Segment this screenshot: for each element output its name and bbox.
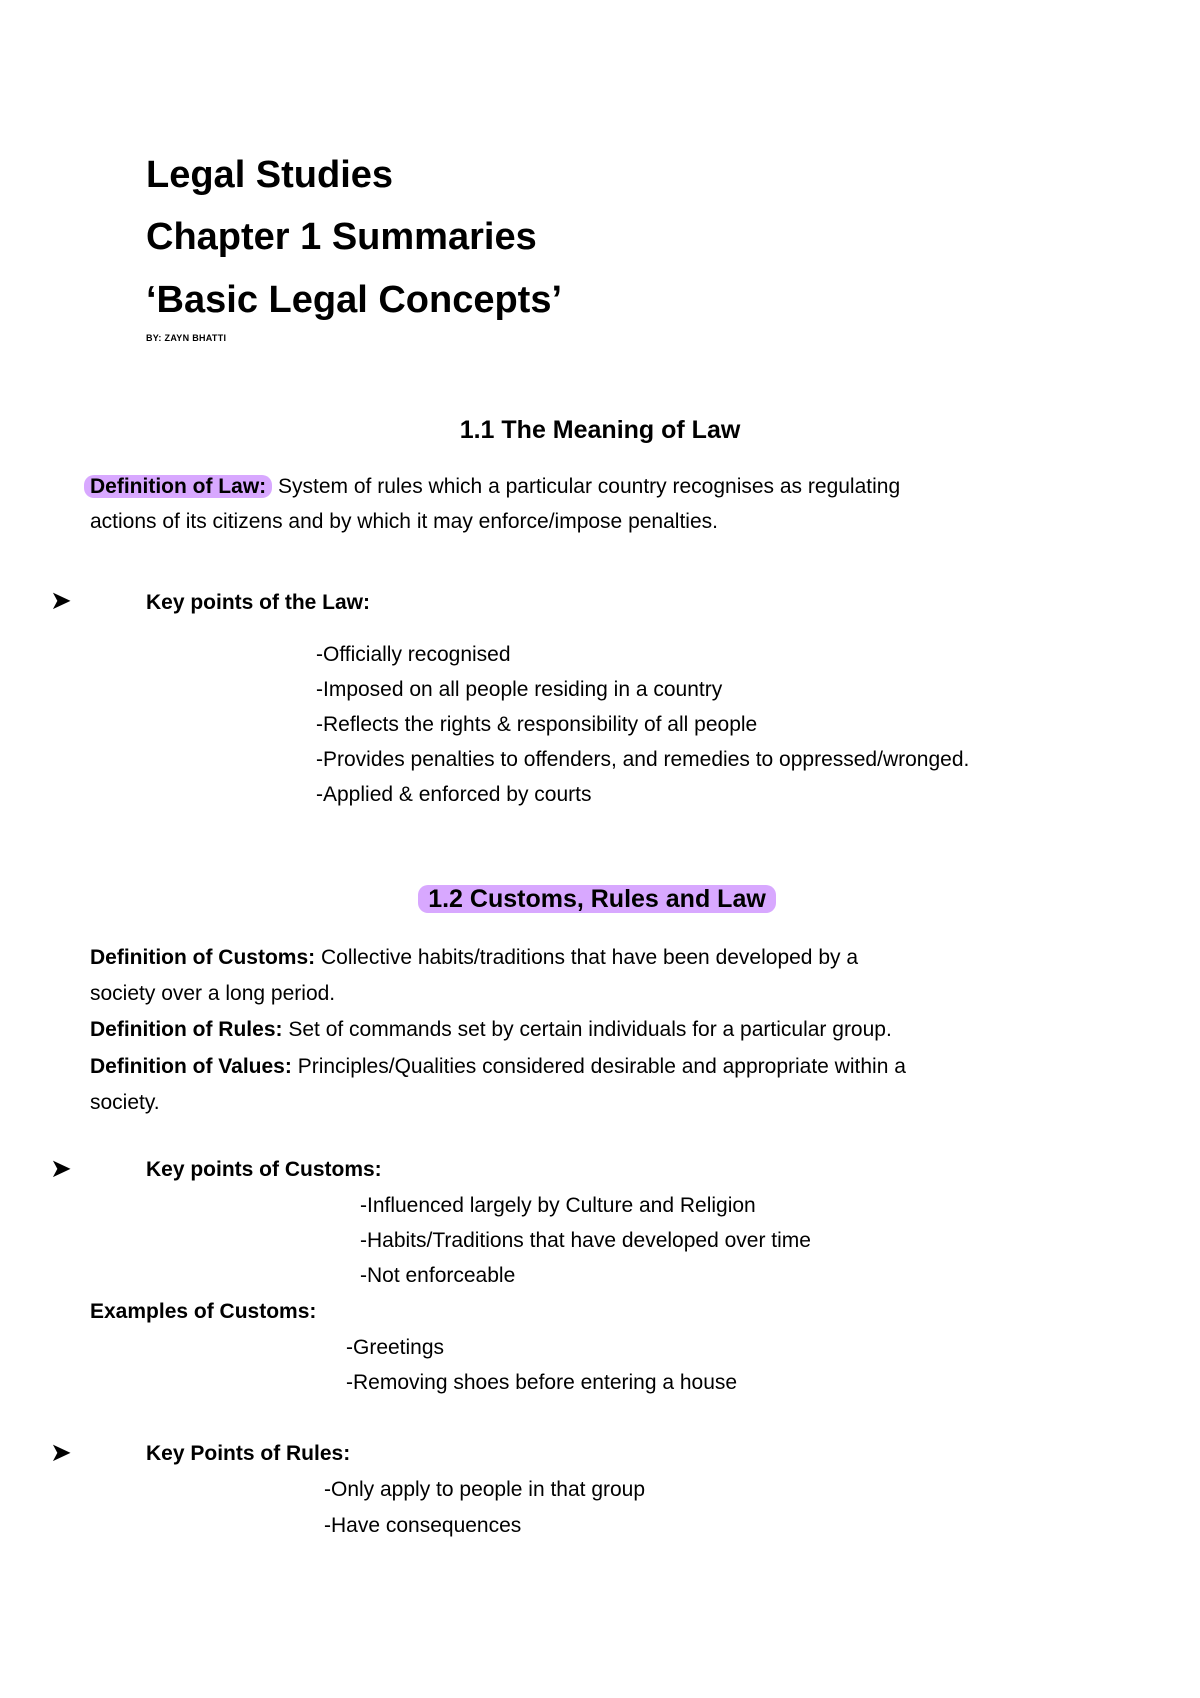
definition-rules-text: Set of commands set by certain individuals for a particular group. [288,1018,892,1041]
list-item: -Habits/Traditions that have developed over time [360,1229,811,1252]
definition-values-line-1 [90,1055,906,1078]
definition-law-label: Definition of Law: [84,475,272,498]
list-item: -Reflects the rights & responsibility of all people [316,713,758,736]
title-line-1: Legal Studies [146,154,394,196]
list-item: -Imposed on all people residing in a country [316,678,723,701]
title-line-3: ‘Basic Legal Concepts’ [146,279,563,321]
section-2-heading-wrap [0,887,1200,912]
definition-customs-text: Collective habits/traditions that have been developed by a [321,946,859,969]
definition-values-label: Definition of Values: [90,1055,292,1078]
author-byline: BY: ZAYN BHATTI [146,333,227,343]
arrow-bullet-icon: ➤ [50,585,72,615]
title-line-2: Chapter 1 Summaries [146,216,537,258]
definition-law-line-2: actions of its citizens and by which it may enforce/impose penalties. [90,510,718,533]
list-item: -Only apply to people in that group [324,1478,646,1501]
definition-law-line-1 [90,475,900,498]
definition-rules-line [90,1018,892,1041]
examples-customs-label: Examples of Customs: [90,1300,317,1323]
list-item: -Officially recognised [316,643,511,666]
list-item: -Provides penalties to offenders, and remedies to oppressed/wronged. [316,748,970,771]
list-item: -Have consequences [324,1514,522,1537]
list-item: -Greetings [346,1336,445,1359]
list-item: -Not enforceable [360,1264,516,1287]
definition-customs-line-2: society over a long period. [90,982,336,1005]
key-points-customs-label: Key points of Customs: [146,1158,382,1181]
definition-values-text: Principles/Qualities considered desirable and appropriate within a [297,1055,906,1078]
definition-rules-label: Definition of Rules: [90,1018,283,1041]
arrow-bullet-icon: ➤ [50,1153,72,1183]
definition-customs-line-1 [90,946,858,969]
definition-values-line-2: society. [90,1091,160,1114]
key-points-rules-label: Key Points of Rules: [146,1442,351,1465]
section-1-heading: 1.1 The Meaning of Law [459,416,741,444]
key-points-law-label: Key points of the Law: [146,591,371,614]
definition-law-text: System of rules which a particular country recognises as regulating [278,475,901,498]
list-item: -Applied & enforced by courts [316,783,592,806]
section-2-heading: 1.2 Customs, Rules and Law [418,885,776,913]
arrow-bullet-icon: ➤ [50,1437,72,1467]
list-item: -Removing shoes before entering a house [346,1371,738,1394]
definition-customs-label: Definition of Customs: [90,946,316,969]
list-item: -Influenced largely by Culture and Religion [360,1194,756,1217]
